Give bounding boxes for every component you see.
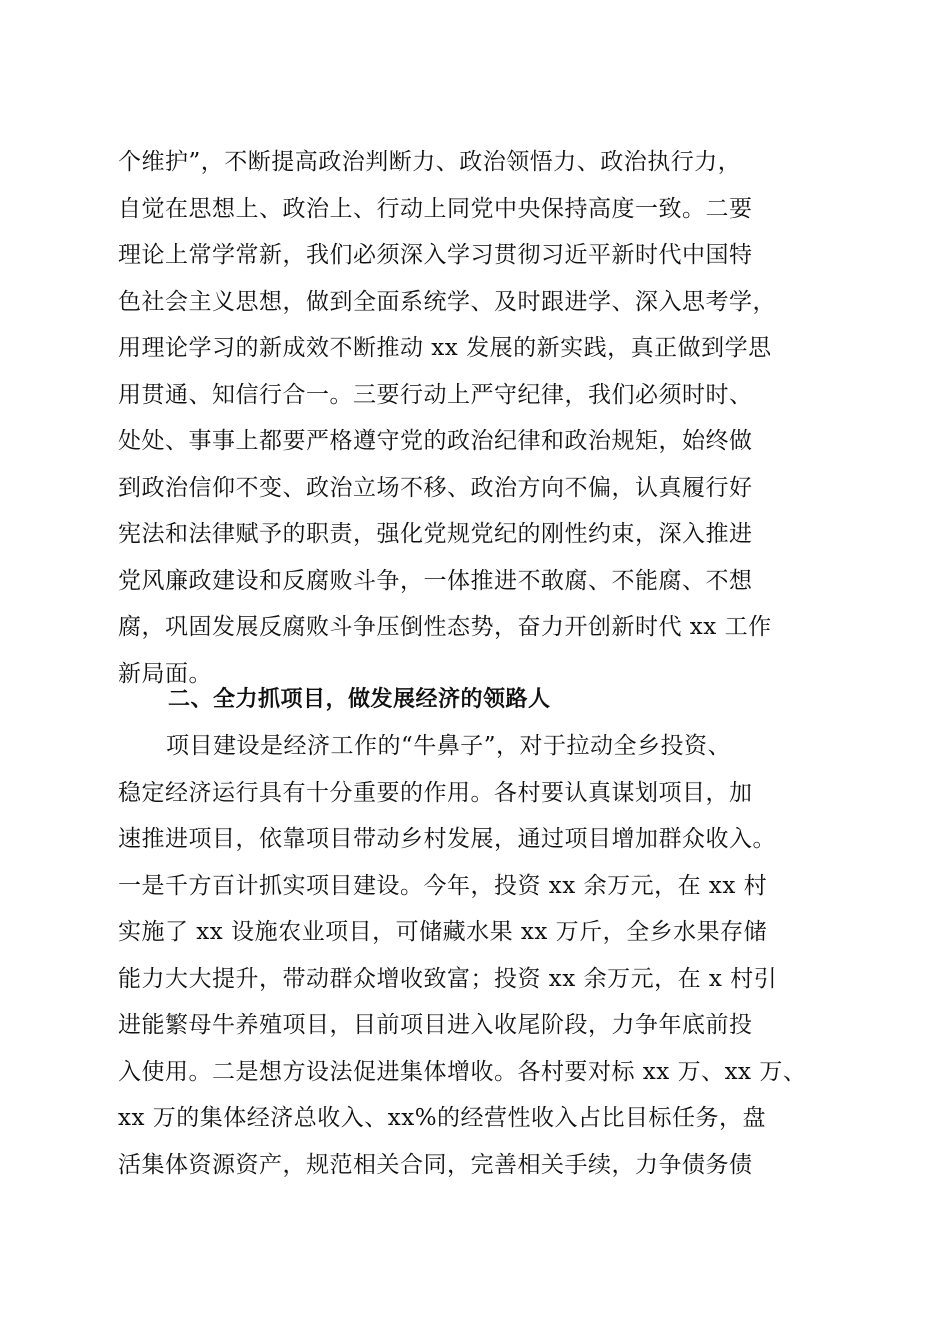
paragraph-projects	[118, 723, 838, 1188]
text-line: 实施了 xx 设施农业项目，可储藏水果 xx 万斤，全乡水果存储	[118, 919, 768, 945]
text-line: 党风廉政建设和反腐败斗争，一体推进不敢腐、不能腐、不想	[118, 567, 753, 594]
text-line-first: 项目建设是经济工作的“牛鼻子”，对于拉动全乡投资、	[166, 733, 732, 759]
text-line: 用贯通、知信行合一。三要行动上严守纪律，我们必须时时、	[118, 381, 753, 408]
text-line: 活集体资源资产，规范相关合同，完善相关手续，力争债务债	[118, 1151, 753, 1178]
paragraph-continued	[118, 139, 838, 697]
text-line: 理论上常学常新，我们必须深入学习贯彻习近平新时代中国特	[118, 242, 753, 268]
text-line: 进能繁母牛养殖项目，目前项目进入收尾阶段，力争年底前投	[118, 1012, 753, 1038]
text-line: 处处、事事上都要严格遵守党的政治纪律和政治规矩，始终做	[118, 428, 753, 454]
text-line: 用理论学习的新成效不断推动 xx 发展的新实践，真正做到学思	[118, 335, 772, 361]
text-line: xx 万的集体经济总收入、xx%的经营性收入占比目标任务，盘	[118, 1105, 767, 1131]
section-heading: 二、全力抓项目，做发展经济的领路人	[168, 687, 551, 712]
text-line: 腐，巩固发展反腐败斗争压倒性态势，奋力开创新时代 xx 工作	[118, 614, 772, 640]
text-line: 能力大大提升，带动群众增收致富；投资 xx 余万元，在 x 村引	[118, 965, 778, 992]
text-line: 新局面。	[118, 660, 212, 687]
text-line: 速推进项目，依靠项目带动乡村发展，通过项目增加群众收入。	[118, 826, 776, 852]
text-line: 到政治信仰不变、政治立场不移、政治方向不偏，认真履行好	[118, 474, 753, 501]
text-line: 宪法和法律赋予的职责，强化党规党纪的刚性约束，深入推进	[118, 521, 753, 547]
text-line: 入使用。二是想方设法促进集体增收。各村要对标 xx 万、xx 万、	[118, 1058, 807, 1085]
text-line: 一是千方百计抓实项目建设。今年，投资 xx 余万元，在 xx 村	[118, 872, 768, 899]
text-line: 色社会主义思想，做到全面系统学、及时跟进学、深入思考学，	[118, 288, 776, 315]
text-line: 个维护”，不断提高政治判断力、政治领悟力、政治执行力，	[118, 149, 742, 175]
text-line: 稳定经济运行具有十分重要的作用。各村要认真谋划项目，加	[118, 779, 753, 806]
text-line: 自觉在思想上、政治上、行动上同党中央保持高度一致。二要	[118, 195, 753, 222]
